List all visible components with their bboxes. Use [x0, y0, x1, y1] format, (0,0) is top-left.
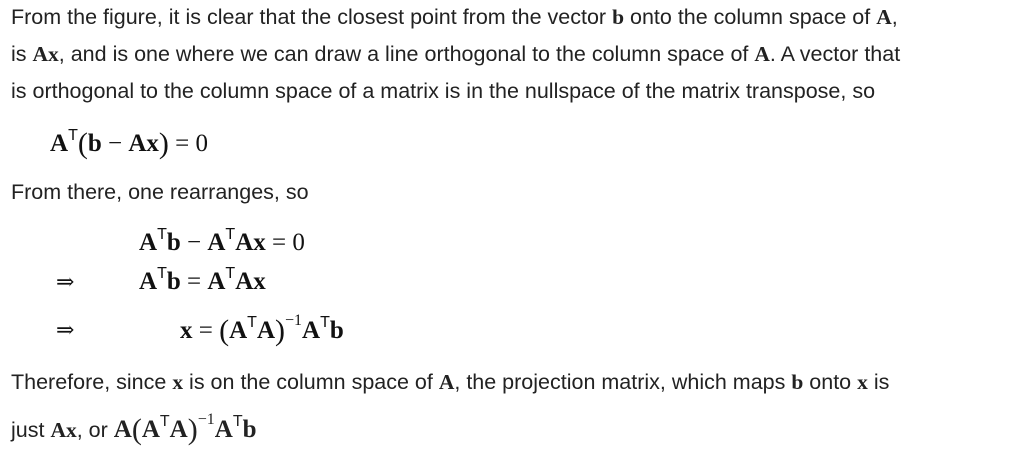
math-inverse: −1	[285, 312, 303, 329]
math-paren: (	[77, 127, 88, 160]
text-span: is	[867, 370, 890, 394]
paragraph-line-1	[11, 0, 898, 36]
text-span: is on the column space of	[183, 370, 439, 394]
math-transpose: T	[225, 226, 236, 243]
math-b: b	[242, 416, 257, 443]
paragraph-line-2	[11, 36, 900, 73]
math-transpose: T	[68, 127, 78, 144]
math-transpose: T	[320, 314, 330, 331]
math-A: A	[256, 317, 276, 344]
implies-arrow: ⇒	[56, 270, 75, 295]
math-Ax: Ax	[235, 268, 266, 295]
paragraph-line-3: is orthogonal to the column space of a matrix is in the nullspace of the matrix transpose, so	[11, 79, 876, 103]
math-vector-b: b	[612, 5, 625, 29]
math-paren: )	[275, 314, 286, 347]
text-span: is	[11, 42, 33, 66]
text-span: , or	[76, 418, 114, 442]
math-A: A	[169, 416, 188, 443]
derivation-line-3	[180, 312, 344, 351]
equation-orthogonality	[50, 125, 208, 164]
math-inverse: −1	[197, 411, 215, 428]
text-span: onto the column space of	[624, 5, 877, 29]
math-A: A	[113, 416, 132, 443]
math-equals: =	[192, 317, 220, 344]
math-A: A	[207, 268, 226, 295]
math-Ax: Ax	[32, 42, 59, 66]
paragraph-rearranges: From there, one rearranges, so	[11, 180, 309, 204]
projection-matrix-expression	[113, 411, 257, 446]
math-Ax: Ax	[128, 130, 159, 157]
math-x: x	[172, 370, 184, 394]
math-A: A	[229, 317, 248, 344]
math-matrix-A: A	[876, 5, 892, 29]
math-transpose: T	[157, 265, 167, 282]
math-paren: )	[158, 127, 169, 160]
derivation-line-1	[139, 226, 305, 263]
math-A: A	[139, 268, 158, 295]
math-operator: −	[180, 229, 208, 256]
math-Ax: Ax	[50, 418, 77, 442]
math-transpose: T	[157, 226, 167, 243]
math-equals: = 0	[168, 130, 209, 157]
paragraph-conclusion-line-1	[11, 364, 889, 401]
text-span: onto	[803, 370, 858, 394]
math-equals: =	[180, 268, 208, 295]
math-b: b	[791, 370, 804, 394]
math-A: A	[139, 229, 158, 256]
text-span: . A vector that	[769, 42, 901, 66]
math-b: b	[87, 130, 102, 157]
math-operator: −	[101, 130, 129, 157]
math-A: A	[50, 130, 69, 157]
math-b: b	[329, 317, 344, 344]
math-matrix-A: A	[754, 42, 770, 66]
math-transpose: T	[225, 265, 236, 282]
text-span: From the figure, it is clear that the closest point from the vector	[11, 5, 613, 29]
text-span: , the projection matrix, which maps	[454, 370, 792, 394]
math-A: A	[438, 370, 455, 394]
math-transpose: T	[232, 413, 243, 430]
text-span: , and is one where we can draw a line orthogonal to the column space of	[58, 42, 755, 66]
math-A: A	[214, 416, 233, 443]
math-A: A	[302, 317, 321, 344]
math-b: b	[166, 229, 181, 256]
math-b: b	[166, 268, 181, 295]
text-span: just	[11, 418, 51, 442]
math-x: x	[180, 317, 193, 344]
derivation-line-2	[139, 265, 266, 302]
text-span: ,	[891, 5, 898, 29]
math-paren: )	[187, 413, 198, 446]
math-A: A	[207, 229, 226, 256]
math-A: A	[141, 416, 160, 443]
math-transpose: T	[247, 314, 257, 331]
math-Ax: Ax	[235, 229, 266, 256]
text-span: Therefore, since	[11, 370, 173, 394]
math-equals: = 0	[265, 229, 305, 256]
math-x: x	[857, 370, 868, 394]
math-transpose: T	[159, 413, 170, 430]
math-paren: (	[131, 413, 142, 446]
paragraph-conclusion-line-2	[11, 409, 257, 451]
implies-arrow: ⇒	[56, 318, 75, 343]
math-paren: (	[219, 314, 230, 347]
